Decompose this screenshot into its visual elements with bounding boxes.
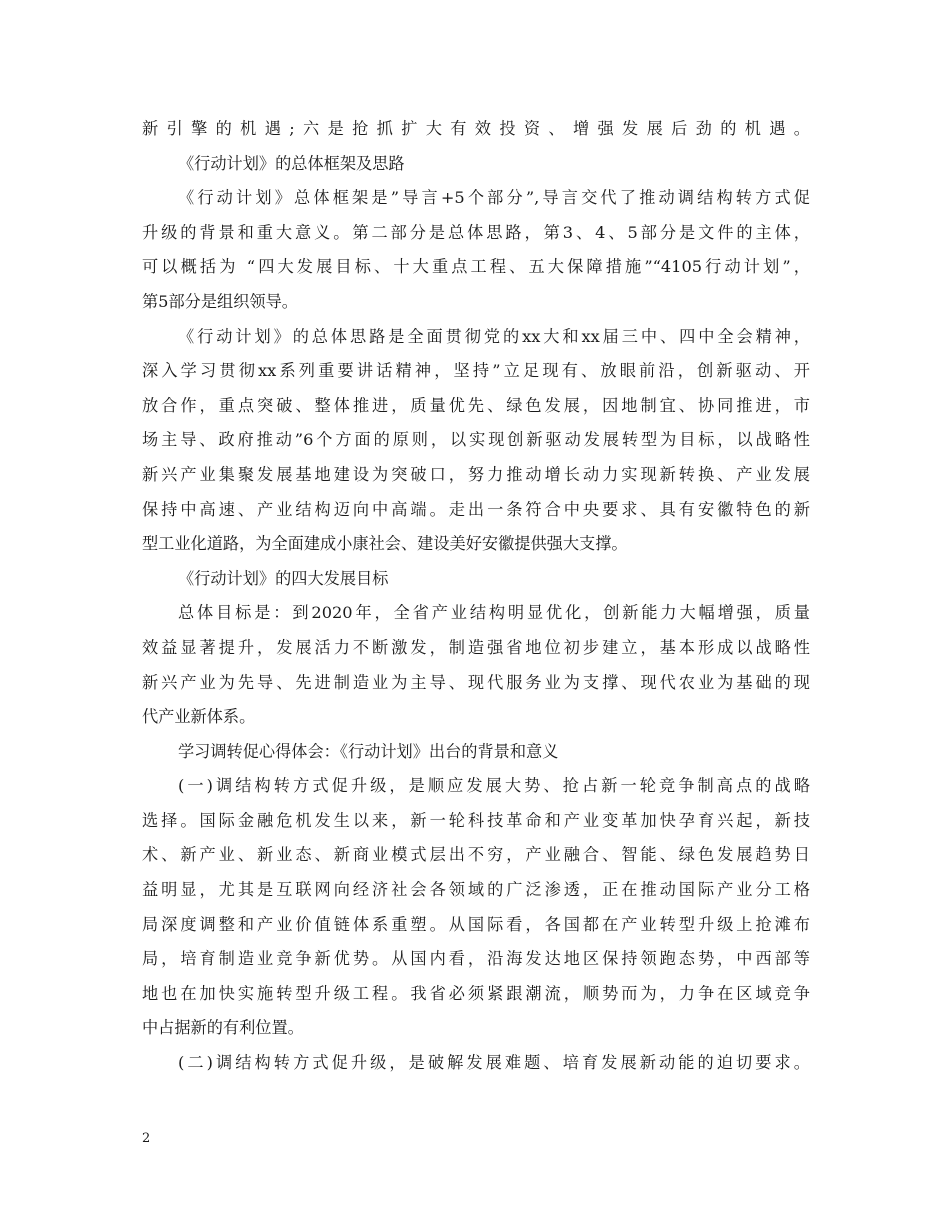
text-line: 升级的背景和重大意义。第二部分是总体思路，第3、4、5部分是文件的主体， [142, 222, 810, 242]
text-line: 可以概括为 “四大发展目标、十大重点工程、五大保障措施”“4105行动计划”， [142, 257, 810, 277]
text-line: 效益显著提升，发展活力不断激发，制造强省地位初步建立，基本形成以战略性 [142, 637, 810, 657]
section-heading: 《行动计划》的四大发展目标 [178, 568, 389, 588]
text-line: 《行动计划》的总体思路是全面贯彻党的xx大和xx届三中、四中全会精神， [178, 326, 810, 346]
text-line: 中占据新的有利位置。 [142, 1018, 304, 1038]
text-line: 益明显，尤其是互联网向经济社会各领域的广泛渗透，正在推动国际产业分工格 [142, 880, 810, 900]
text-line: 新兴产业集聚发展基地建设为突破口，努力推动增长动力实现新转换、产业发展 [142, 464, 810, 484]
text-line: 总体目标是：到2020年，全省产业结构明显优化，创新能力大幅增强，质量 [178, 603, 810, 623]
document-body [142, 112, 810, 1081]
section-heading: 学习调转促心得体会：《行动计划》出台的背景和意义 [178, 741, 559, 761]
text-line: 局深度调整和产业价值链体系重塑。从国际看，各国都在产业转型升级上抢滩布 [142, 914, 810, 934]
text-line: 新兴产业为先导、先进制造业为主导、现代服务业为支撑、现代农业为基础的现 [142, 672, 810, 692]
text-line: (二)调结构转方式促升级，是破解发展难题、培育发展新动能的迫切要求。 [178, 1053, 810, 1073]
text-line: 保持中高速、产业结构迈向中高端。走出一条符合中央要求、具有安徽特色的新 [142, 499, 810, 519]
text-line: 第5部分是组织领导。 [142, 291, 298, 311]
text-line: 地也在加快实施转型升级工程。我省必须紧跟潮流，顺势而为，力争在区域竞争 [142, 983, 810, 1003]
text-line: 放合作，重点突破、整体推进，质量优先、绿色发展，因地制宜、协同推进，市 [142, 395, 810, 415]
text-line: 《行动计划》总体框架是”导言+5个部分”,导言交代了推动调结构转方式促 [178, 188, 810, 208]
text-line: 代产业新体系。 [142, 707, 256, 727]
text-line: (一)调结构转方式促升级，是顺应发展大势、抢占新一轮竞争制高点的战略 [178, 776, 810, 796]
text-line: 术、新产业、新业态、新商业模式层出不穷，产业融合、智能、绿色发展趋势日 [142, 845, 810, 865]
text-line: 选择。国际金融危机发生以来，新一轮科技革命和产业变革加快孕育兴起，新技 [142, 810, 810, 830]
text-line: 局，培育制造业竞争新优势。从国内看，沿海发达地区保持领跑态势，中西部等 [142, 949, 810, 969]
text-line: 型工业化道路，为全面建成小康社会、建设美好安徽提供强大支撑。 [142, 534, 628, 554]
page-number: 2 [142, 1131, 151, 1146]
text-line: 场主导、政府推动”6个方面的原则，以实现创新驱动发展转型为目标，以战略性 [142, 430, 810, 450]
text-line: 深入学习贯彻xx系列重要讲话精神，坚持”立足现有、放眼前沿，创新驱动、开 [142, 361, 810, 381]
text-line: 新引擎的机遇;六是抢抓扩大有效投资、增强发展后劲的机遇。 [142, 119, 810, 138]
section-heading: 《行动计划》的总体框架及思路 [178, 153, 405, 173]
